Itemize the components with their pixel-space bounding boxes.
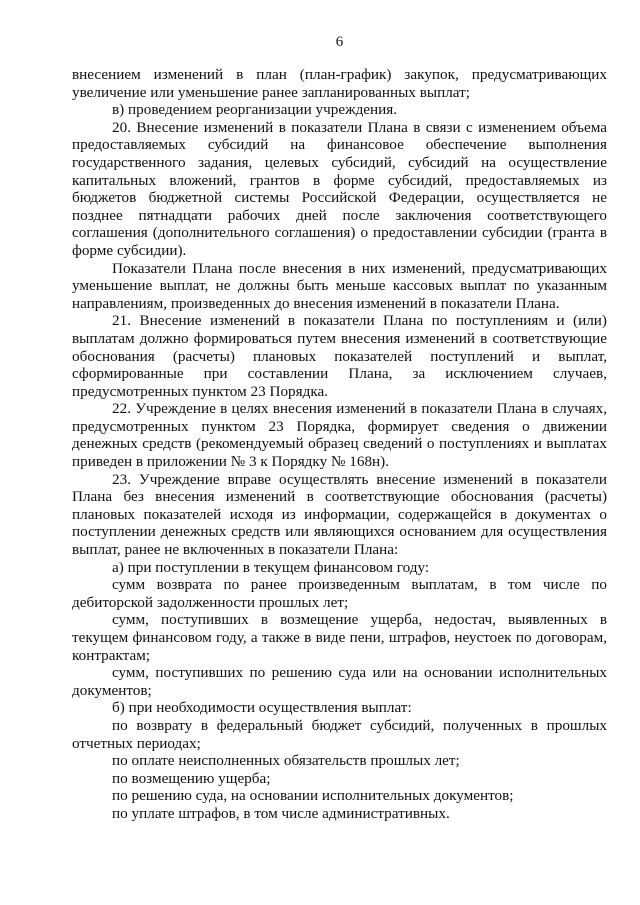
paragraph-court-receipts: сумм, поступивших по решению суда или на основании исполнительных документов; — [72, 664, 607, 699]
paragraph-plan-indicators: Показатели Плана после внесения в них изменений, предусматривающих уменьшение выплат, не должны быть меньше кассовых выплат по указанным направлениям, произведенных до внесения изменений в показатели Плана. — [72, 259, 607, 312]
paragraph-item-a: а) при поступлении в текущем финансовом году: — [112, 558, 430, 576]
paragraph-damage-compensation: по возмещению ущерба; — [112, 769, 271, 787]
paragraph-clause-23: 23. Учреждение вправе осуществлять внесение изменений в показатели Плана без внесения изменений в соответствующие обоснования (расчеты) плановых показателей исходя из информации, содержащейся в документах о поступлении денежных средств или являющихся основанием для осуществления выплат, ранее не включенных в показатели Плана: — [72, 470, 607, 559]
paragraph-refunds: сумм возврата по ранее произведенным выплатам, в том числе по дебиторской задолженности прошлых лет; — [72, 576, 607, 611]
paragraph-clause-21: 21. Внесение изменений в показатели Плана по поступлениям и (или) выплатам должно формироваться путем внесения изменений в соответствующие обоснования (расчеты) плановых показателей поступлений и выплат, сформированные при составлении Плана, за исключением случаев, предусмотренных пунктом 23 Порядка. — [72, 312, 607, 400]
paragraph-damages: сумм, поступивших в возмещение ущерба, недостач, выявленных в текущем финансовом году, а также в виде пени, штрафов, неустоек по договорам, контрактам; — [72, 611, 607, 664]
body-text — [72, 66, 607, 823]
paragraph-item-b: б) при необходимости осуществления выплат: — [112, 699, 412, 717]
paragraph-fines: по уплате штрафов, в том числе административных. — [112, 804, 450, 822]
paragraph-subsidy-return: по возврату в федеральный бюджет субсидий, полученных в прошлых отчетных периодах; — [72, 716, 607, 752]
paragraph-court-decision: по решению суда, на основании исполнительных документов; — [112, 787, 514, 805]
paragraph-continuation: внесением изменений в план (план-график) закупок, предусматривающих увеличение или уменьшение ранее запланированных выплат; — [72, 66, 607, 101]
paragraph-clause-20: 20. Внесение изменений в показатели Плана в связи с изменением объема предоставляемых субсидий на финансовое обеспечение выполнения государственного задания, целевых субсидий, субсидий на осуществление капитальных вложений, грантов в форме субсидий, предоставляемых из бюджетов бюджетной системы Российской Федерации, осуществляется не позднее пятнадцати рабочих дней после заключения соответствующего соглашения (дополнительного соглашения) о предоставлении субсидии (гранта в форме субсидии). — [72, 118, 607, 259]
paragraph-clause-22: 22. Учреждение в целях внесения изменений в показатели Плана в случаях, предусмотренных пунктом 23 Порядка, формирует сведения о движении денежных средств (рекомендуемый образец сведений о поступлениях и выплатах приведен в приложении № 3 к Порядку № 168н). — [72, 400, 607, 471]
paragraph-obligations: по оплате неисполненных обязательств прошлых лет; — [112, 752, 460, 770]
paragraph-item-v: в) проведением реорганизации учреждения. — [112, 101, 398, 119]
page-number: 6 — [335, 34, 344, 50]
